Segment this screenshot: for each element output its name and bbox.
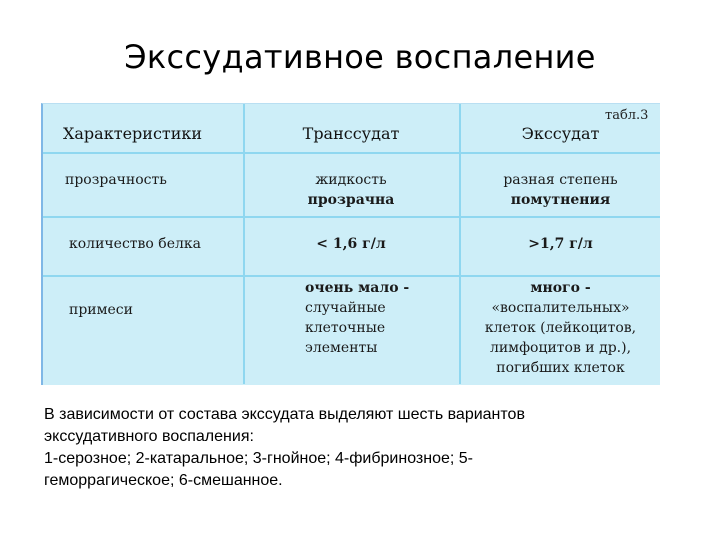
header-transudate: Транссудат <box>302 124 400 143</box>
row-label-transparency: прозрачность <box>65 172 167 188</box>
cell-line: жидкость <box>315 172 387 188</box>
cell-line: клеточные <box>305 320 386 336</box>
cell-line: прозрачна <box>307 192 395 208</box>
row-divider <box>43 275 660 277</box>
body-line: экссудативного воспаления: <box>44 428 254 445</box>
exudate-transparency <box>459 170 662 210</box>
cell-line: помутнения <box>510 192 611 208</box>
body-line: 1-серозное; 2-катаральное; 3-гнойное; 4-фибринозное; 5- <box>44 450 473 467</box>
transudate-protein: < 1,6 г/л <box>316 236 386 252</box>
exudate-admixtures <box>459 278 662 378</box>
cell-line: разная степень <box>503 172 618 188</box>
cell-line: очень мало - <box>305 280 410 296</box>
cell-line: клеток (лейкоцитов, <box>484 320 637 336</box>
cell-line: много - <box>530 280 591 296</box>
row-label-admixtures: примеси <box>69 302 133 318</box>
cell-line: лимфоцитов и др.), <box>489 340 632 356</box>
cell-line: «воспалительных» <box>491 300 630 316</box>
exudate-protein: >1,7 г/л <box>528 236 593 252</box>
cell-line: погибших клеток <box>496 360 625 376</box>
cell-line: случайные <box>305 300 386 316</box>
table-number-note: табл.3 <box>605 108 649 123</box>
header-exudate: Экссудат <box>521 124 600 143</box>
header-characteristics: Характеристики <box>63 124 203 143</box>
slide-title: Экссудативное воспаление <box>124 38 596 76</box>
transudate-admixtures <box>305 278 409 358</box>
cell-line: элементы <box>305 340 378 356</box>
body-line: геморрагическое; 6-смешанное. <box>44 472 283 489</box>
body-line: В зависимости от состава экссудата выделяют шесть вариантов <box>44 406 525 423</box>
body-paragraph <box>44 404 674 492</box>
row-label-protein: количество белка <box>69 236 201 252</box>
row-divider <box>43 152 660 154</box>
row-divider <box>43 216 660 218</box>
transudate-transparency <box>243 170 459 210</box>
comparison-table <box>41 103 660 385</box>
